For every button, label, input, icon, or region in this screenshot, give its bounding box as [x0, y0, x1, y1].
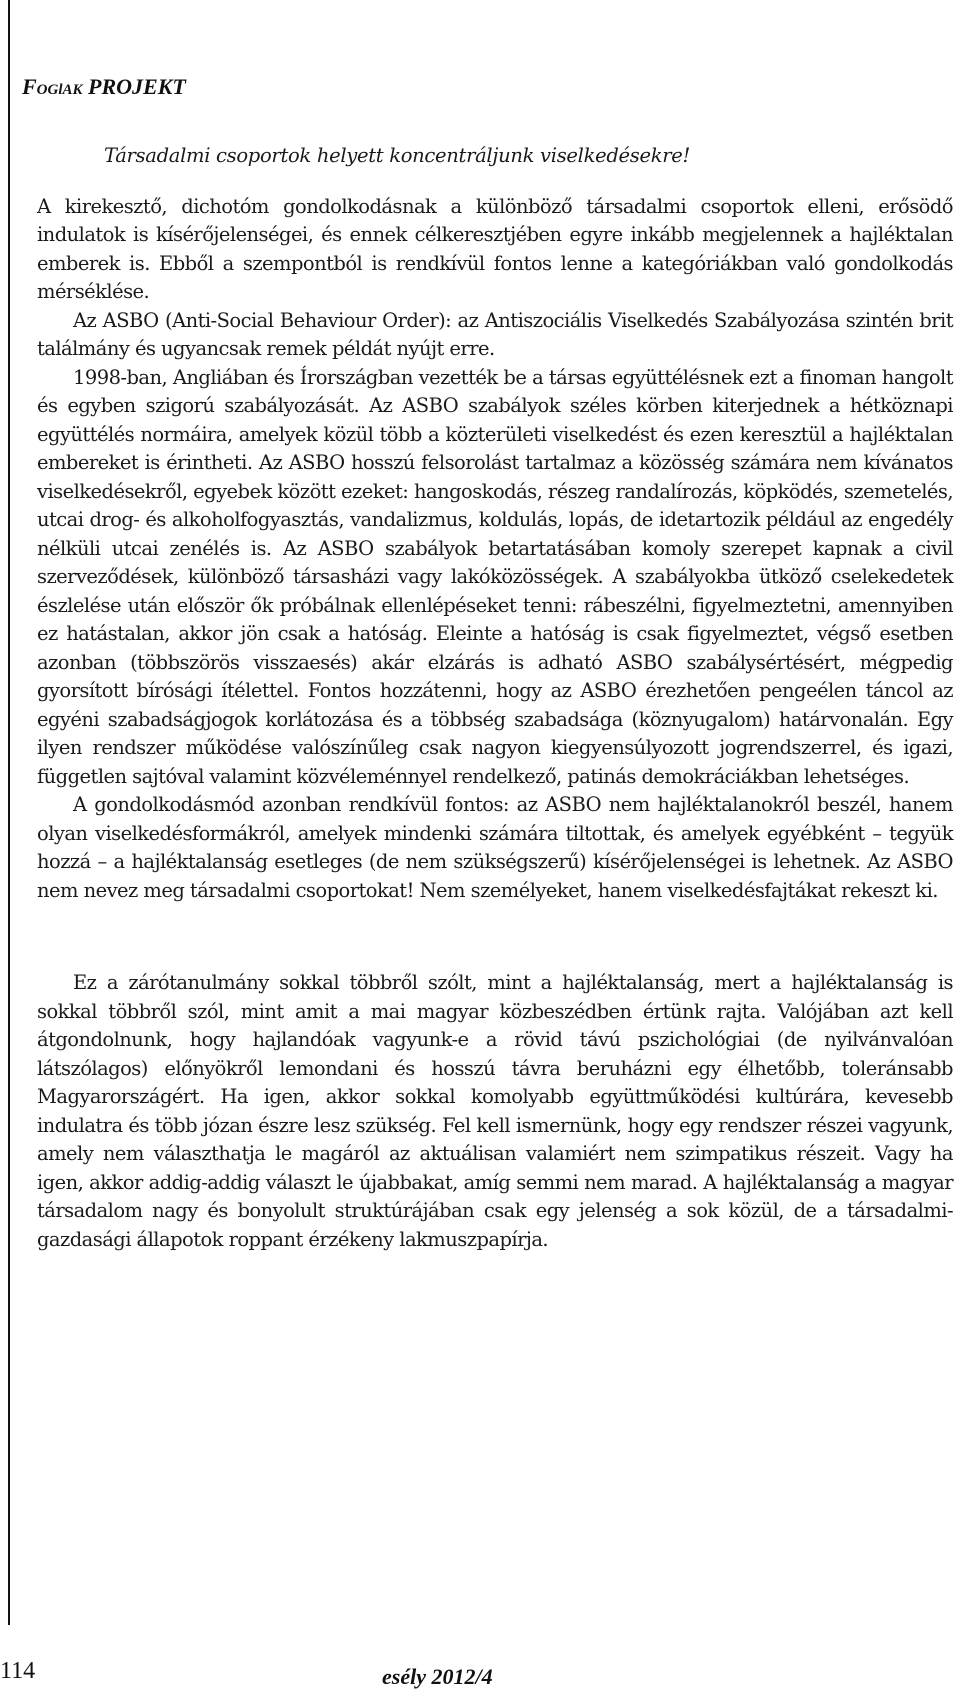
- closing-paragraph: Ez a zárótanulmány sokkal többről szólt, mint a hajléktalanság, mert a hajléktalanság is sokkal többről szól, mint amit a mai magyar közbeszédben értünk rajta. Valójában azt kell átgondolnunk, hogy hajlandóak vagyunk-e a rövid távú pszichológiai (de nyilvánvalóan látszólagos) előnyökről lemondani és hosszú távra beruházni egy élhetőbb, toleránsabb Magyarországért. Ha igen, akkor sokkal komolyabb együttműködési kultúrára, kevesebb indulatra és több józan észre lesz szükség. Fel kell ismernünk, hogy egy rendszer részei vagyunk, amely nem választhatja le magáról az aktuálisan valamiért nem szimpatikus részeit. Vagy ha igen, akkor addig-addig választ le újabbakat, amíg semmi nem marad. A hajléktalanság a magyar társadalom nagy és bonyolult struktúrájában csak egy jelenség a sok közül, de a társadalmi-gazdasági állapotok roppant érzékeny lakmuszpapírja.: [37, 971, 953, 1251]
- paragraph: 1998-ban, Angliában és Írországban vezették be a társas együttélésnek ezt a finoman hangolt és egyben szigorú szabályozását. Az ASBO szabályok széles körben kiterjednek a hétköznapi együttélés normáira, amelyek közül több a közterületi viselkedést és ezen keresztül a hajléktalan embereket is érintheti. Az ASBO hosszú felsorolást tartalmaz a közösség számára nem kívánatos viselkedésekről, egyebek között ezeket: hangoskodás, részeg randalírozás, köpködés, szemetelés, utcai drog- és alkoholfogyasztás, vandalizmus, koldulás, lopás, de idetartozik például az engedély nélküli utcai zenélés is. Az ASBO szabályok betartatásában komoly szerepet kapnak a civil szerveződések, különböző társasházi vagy lakóközösségek. A szabályokba ütköző cselekedetek észlelése után először ők próbálnak ellenlépéseket tenni: rábeszélni, figyelmeztetni, amennyiben ez hatástalan, akkor jön csak a hatóság. Eleinte a hatóság is csak figyelmeztet, végső esetben azonban (többszörös visszaesés) akár elzárás is adható ASBO szabálysértésért, mégpedig gyorsított bírósági ítélettel. Fontos hozzátenni, hogy az ASBO érezhetően pengeélen táncol az egyéni szabadságjogok korlátozása és a többség szabadsága (köznyugalom) határvonalán. Egy ilyen rendszer működése valószínűleg csak nagyon kiegyensúlyozott jogrendszerrel, és igazi, független sajtóval valamint közvéleménnyel rendelkező, patinás demokráciákban lehetséges.: [37, 365, 953, 788]
- left-margin-rule: [8, 0, 10, 1625]
- journal-name: esély 2012/4: [382, 1664, 493, 1689]
- section-gap: [37, 905, 953, 969]
- project-mid: l: [58, 82, 63, 98]
- running-head: [22, 74, 186, 100]
- project-prefix: Fog: [22, 74, 59, 99]
- paragraph: Az ASBO (Anti-Social Behaviour Order): az Antiszociális Viselkedés Szabályozása szintén brit találmány és ugyancsak remek példát nyújt erre.: [37, 308, 953, 360]
- paragraph: A kirekesztő, dichotóm gondolkodásnak a különböző társadalmi csoportok elleni, erősödő indulatok is kísérőjelenségei, és ennek célkeresztjében egyre inkább megjelennek a hajléktalan emberek is. Ebből a szempontból is rendkívül fontos lenne a kategóriákban való gondolkodás mérséklése.: [37, 194, 953, 303]
- article-body: [37, 142, 953, 1254]
- paragraph: A gondolkodásmód azonban rendkívül fontos: az ASBO nem hajléktalanokról beszél, hanem olyan viselkedésformákról, amelyek mindenki számára tiltottak, és amelyek egyébként – tegyük hozzá – a hajléktalanság esetleges (de nem szükségszerű) kísérőjelenségei is lehetnek. Az ASBO nem nevez meg társadalmi csoportokat! Nem személyeket, hanem viselkedésfajtákat rekeszt ki.: [37, 793, 953, 902]
- project-tail: PROJEKT: [82, 74, 186, 99]
- page-number: 114: [0, 1658, 36, 1684]
- project-suffix: ak: [62, 74, 83, 99]
- lead-sentence: Társadalmi csoportok helyett koncentráljunk viselkedésekre!: [104, 144, 691, 167]
